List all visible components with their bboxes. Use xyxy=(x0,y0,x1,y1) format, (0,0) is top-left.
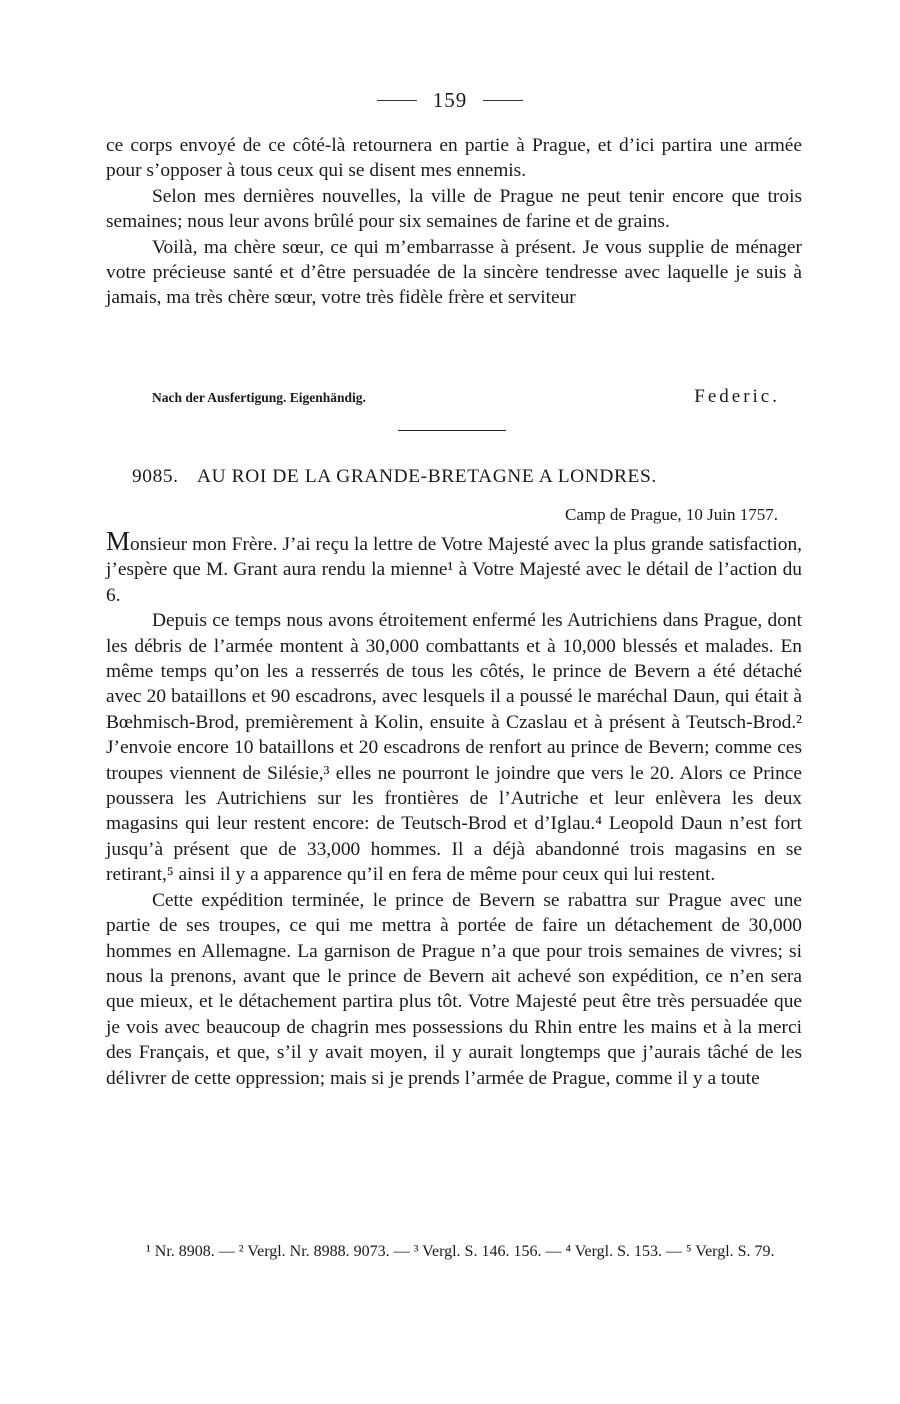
letter-number: 9085. xyxy=(132,466,179,487)
footnotes xyxy=(106,1240,802,1263)
paragraph: Selon mes dernières nouvelles, la ville de Prague ne peut tenir encore que trois semaines; nous leur avons brûlé pour six semaines de farine et de grains. xyxy=(106,185,802,233)
signature: Federic. xyxy=(694,386,780,407)
letter-closing xyxy=(106,386,780,408)
paragraph xyxy=(106,526,802,608)
paragraph: Cette expédition terminée, le prince de Bevern se rabattra sur Prague avec une partie de ses troupes, ce qui me mettra à portée de faire un détachement de 30,000 hommes en Allemagne. La garnison de Prague n’a que pour trois semaines de vivres; si nous la prenons, avant que le prince de Bevern ait achevé son expédition, ce n’en sera que mieux, et le détachement partira plus tôt. Votre Majesté peut être très persuadée que je vois avec beaucoup de chagrin mes possessions du Rhin entre les mains et à la merci des Français, et que, s’il y avait moyen, il y aurait longtemps que j’aurais tâché de les délivrer de cette oppression; mais si je prends l’armée de Prague, comme il y a toute xyxy=(106,889,802,1089)
letter-dateline: Camp de Prague, 10 Juin 1757. xyxy=(565,505,778,524)
letter-body xyxy=(106,526,802,1091)
paragraph-text: onsieur mon Frère. J’ai reçu la lettre de Votre Majesté avec la plus grande satisfaction, j’espère que M. Grant aura rendu la mienne¹ à Votre Majesté avec le détail de l’action du 6. xyxy=(106,534,802,606)
source-note: Nach der Ausfertigung. Eigenhändig. xyxy=(152,390,366,405)
letter-title: AU ROI DE LA GRANDE-BRETAGNE A LONDRES. xyxy=(197,466,657,487)
initial-letter: M xyxy=(106,526,131,556)
previous-letter-body xyxy=(106,133,802,311)
footnote-text: ¹ Nr. 8908. — ² Vergl. Nr. 8988. 9073. — ³ Vergl. S. 146. 156. — ⁴ Vergl. S. 153. — ⁵ Vergl. S. 79. xyxy=(146,1243,775,1260)
header-rule-left xyxy=(377,100,417,101)
page-header xyxy=(0,88,900,113)
header-rule-right xyxy=(483,100,523,101)
letter-heading xyxy=(132,466,772,488)
paragraph: Voilà, ma chère sœur, ce qui m’embarrasse à présent. Je vous supplie de ménager votre précieuse santé et d’être persuadée de la sincère tendresse avec laquelle je suis à jamais, ma très chère sœur, votre très fidèle frère et serviteur xyxy=(106,236,802,309)
paragraph: Depuis ce temps nous avons étroitement enfermé les Autrichiens dans Prague, dont les débris de l’armée montent à 30,000 combattants et à 10,000 blessés et malades. En même temps qu’on les a resserrés de tous les côtés, le prince de Bevern a été détaché avec 20 bataillons et 90 escadrons, avec lesquels il a poussé le maréchal Daun, qui était à Bœhmisch-Brod, premièrement à Kolin, ensuite à Czaslau et à présent à Teutsch-Brod.² J’envoie encore 10 bataillons et 20 escadrons de renfort au prince de Bevern; comme ces troupes viennent de Silésie,³ elles ne pourront le joindre que vers le 20. Alors ce Prince poussera les Autrichiens sur les frontières de l’Autriche et leur enlèvera les deux magasins qui leur restent encore: de Teutsch-Brod et d’Iglau.⁴ Leopold Daun n’est fort jusqu’à présent que de 33,000 hommes. Il a déjà abandonné trois magasins en se retirant,⁵ ainsi il y a apparence qu’il en fera de même pour ceux qui lui restent. xyxy=(106,610,802,886)
page-number: 159 xyxy=(432,88,468,112)
section-divider xyxy=(398,430,506,431)
paragraph: ce corps envoyé de ce côté-là retournera en partie à Prague, et d’ici partira une armée pour s’opposer à tous ceux qui se disent mes ennemis. xyxy=(106,135,802,182)
